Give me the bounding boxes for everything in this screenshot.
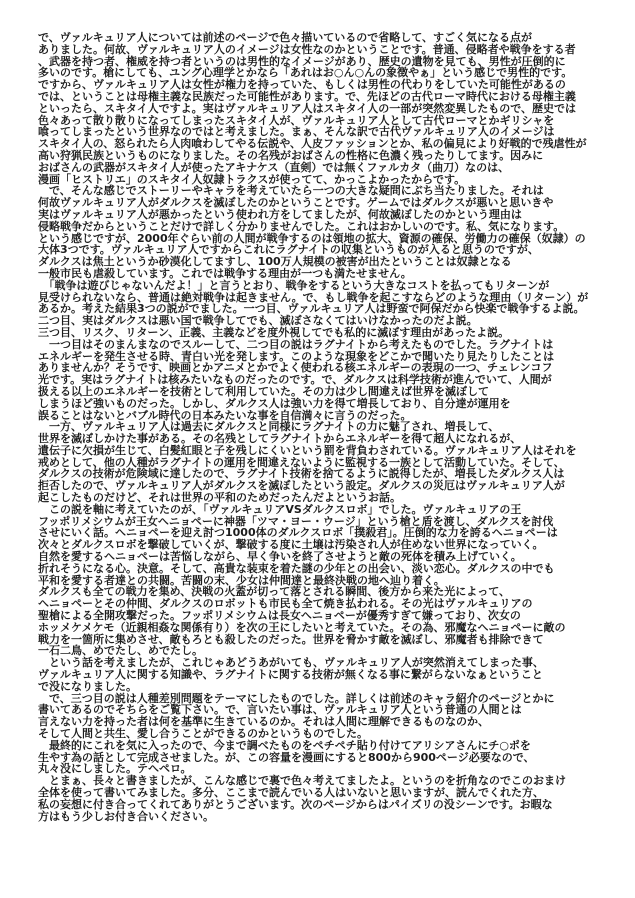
text-line: 書いてあるのでそちらをご覧下さい。で、言いたい事は、ヴァルキュリア人という普通の人間とは <box>38 703 522 717</box>
text-line: で没になりました。 <box>38 679 137 693</box>
text-line: 扱える以上のエネルギーを技術として利用していた。その力は少し間違えば世界を滅ぼして <box>38 384 489 398</box>
text-line: ありました。何故、ヴァルキュリア人のイメージは女性なのかということです。普通、侵略者や戦争をする者 <box>38 42 576 56</box>
text-line: ありませんか？そうです、映画とかアニメとかでよく使われる核エネルギーの表現の一つ、チェレンコフ <box>38 361 553 375</box>
text-line: 漫画「ヒストリエ」のスキタイ人奴隷トラクスが使ってて、かっこよかったからです。 <box>38 172 466 186</box>
text-line: 高い狩猟民族というものになりました。その名残がおばさんの性格に色濃く残ったりしてます。因みに <box>38 148 544 162</box>
text-line: 一つ目はそのまんまなのでスルーして、二つ目の説はラグナイトから考えたものでした。ラグナイトは <box>38 337 554 351</box>
text-line: フッポリメシウムが王女ヘニョペーに神器「ツマ・ヨー・ウージ」という槍と盾を渡し、ダルクスを討伐 <box>38 514 554 528</box>
text-line: 喰ってしまったという世界なのではと考えました。まぁ、そんな訳で古代ヴァルキュリア人のイメージは <box>38 125 555 139</box>
text-line: 平和を愛する者達との共闘。苦闘の末、少女は仲間達と最終決戦の地へ辿り着く。 <box>38 573 445 587</box>
text-line: 大体3つです。ヴァルキュリア人ですからこれにラグナイトの収集というものが入ると思うのですが、 <box>38 243 539 257</box>
text-line: 私の妄想に付き合ってくれてありがとうございます。次のページからはパイズリの没シーンです。お暇な <box>38 797 553 811</box>
text-line: この説を軸に考えていたのが、「ヴァルキュリアVSダルクスロボ」でした。ヴァルキュリアの王 <box>38 502 522 516</box>
text-line: そして人間と共生、愛し合うことができるのかというものでした。 <box>38 727 368 741</box>
text-line: 侵略戦争だからということだけで詳しく分かりませんでした。これはおかしいのです。私、気になります。 <box>38 219 565 233</box>
text-line: 一方、ヴァルキュリア人は過去にダルクスと同様にラグナイトの力に魅了され、増長して、 <box>38 420 500 434</box>
afterword-text-block <box>38 32 623 822</box>
text-line: ですから、ヴァルキュリア人は女性が権力を持っていた、もしくは男性の代わりをしていた可能性があるの <box>38 78 566 92</box>
text-line: 色々あって散り散りになってしまったスキタイ人が、ヴァルキュリア人として古代ローマとかギリシャを <box>38 113 555 127</box>
text-line: 三つ目、リスク、リターン、正義、主義などを度外視してでも私的に滅ぼす理由があったよ説。 <box>38 325 510 339</box>
text-line: 見受けられないなら、普通は絶対戦争は起きません。で、もし戦争を起こすならどのような理由（リターン）が <box>38 290 589 304</box>
text-line: させにいく話。ヘニョペーを迎え討つ1000体のダルクスロボ「撲殺君」。圧倒的な力を誇るヘニョペーは <box>38 526 558 540</box>
text-line: ダルクスも全ての戦力を集め、決戦の火蓋が切って落とされる瞬間、後方から来た光によって、 <box>38 585 511 599</box>
text-line: という話を考えましたが、これじゃあどうあがいても、ヴァルキュリア人が突然消えてしまった事、 <box>38 656 544 670</box>
text-line: 「戦争は遊びじゃないんだよ！」と言うとおり、戦争をするという大きなコストを払ってもリターンが <box>38 278 550 292</box>
text-line: 一般市民も虐殺しています。これでは戦争する理由が一つも満たせません。 <box>38 266 412 280</box>
text-line: 世界を滅ぼしかけた事がある。その名残としてラグナイトからエネルギーを得て超人になれるが、 <box>38 432 522 446</box>
text-line: 折れそうになる心。決意。そして、高貴な装束を着た謎の少年との出会い、淡い恋心。ダルクスの中でも <box>38 561 555 575</box>
text-line: で、ヴァルキュリア人については前述のページで色々描いているので省略して、すごく気になる点が <box>38 31 533 44</box>
text-line: 、武器を持つ者、権威を持つ者というのは男性的なイメージがあり、歴史の遺物を見ても、男性が圧倒的に <box>38 54 566 68</box>
text-line: という感じですが、2000年ぐらい前の人間が戦争するのは領地の拡大、資源の確保、労働力の確保（奴隷）の <box>38 231 586 245</box>
text-line: とまぁ、長々と書きましたが、こんな感じで裏で色々考えてましたよ。というのを折角なのでこのおまけ <box>38 774 566 788</box>
text-line: ホッメケメケモ（近親相姦な関係有り）を次の王にしたいと考えていた。その為、邪魔なヘニョペーに敵の <box>38 620 566 634</box>
text-line: で、そんな感じでストーリーやキャラを考えていたら一つの大きな疑問にぶち当たりました。それは <box>38 184 544 198</box>
text-line: 次々とダルクスロボを撃破していくが、撃破する度に土壌は汚染され人が住めない世界になっていく。 <box>38 538 544 552</box>
text-line: 言えない力を持った者は何を基準に生きているのか。それは人間に理解できるものなのか、 <box>38 715 489 729</box>
text-line: 遺伝子に欠損が生じて、白髪紅眼と子を残しにくいという罰を背負わされている。ヴァルキュリア人はそれを <box>38 443 577 457</box>
text-line: 光です。実はラグナイトは核みたいなものだったのです。で、ダルクスは科学技術が進んでいて、人間が <box>38 373 552 387</box>
text-line: では、ということは母権主義な民族だった可能性があります。で、先ほどの古代ローマ時代における母権主義 <box>38 89 576 103</box>
text-line: あるか。考えた結果3つの説がでました。一つ目、ヴァルキュリア人は野蛮で阿保だから快楽で戦争するよ説。 <box>38 302 585 316</box>
text-line: 二つ目、実はダルクスは悪い国で戦争してでも、滅ぼさなくてはいけなかったのだよ説。 <box>38 314 478 328</box>
text-line: 戒めとして、他の人種がラグナイトの運用を間違えないように監視する一族として活動していた。そして、 <box>38 455 565 469</box>
text-line: おばさんの武器がスキタイ人が使ったアキナケス（直剣）では無くファルカタ（曲刀）なのは、 <box>38 160 510 174</box>
text-line: ヴァルキュリア人に関する知識や、ラグナイトに関する技術が無くなる事に繋がらないなぁということ <box>38 668 543 682</box>
text-line: 誤ることはないとバブル時代の日本みたいな事を自信満々に言うのだった。 <box>38 408 412 422</box>
text-line: 何故ヴァルキュリア人がダルクスを滅ぼしたのかということです。ゲームではダルクスが悪いと思いきや <box>38 196 554 210</box>
text-line: 最終的にこれを気に入ったので、今まで調べたものをペチペチ貼り付けてアリシアさんにチ○ポを <box>38 738 531 752</box>
text-line: ダルクスの技術が危険域に達したので、ラグナイト技術を捨てるように説得したが、増長したダルクス人は <box>38 467 565 481</box>
text-line: 拒否したので、ヴァルキュリア人がダルクスを滅ぼしたという設定。ダルクスの災厄はヴァルキュリア人が <box>38 479 565 493</box>
text-line: 自然を愛するヘニョペーは苦悩しながら、早く争いを終了させようと敵の死体を積み上げていく。 <box>38 550 522 564</box>
text-line: といったら、スキタイ人ですよ。実はヴァルキュリア人はスキタイ人の一部が突然変異したもので、歴史では <box>38 101 577 115</box>
text-line: スキタイ人の、怒られたら人肉喰わしてやる伝説や、人皮ファッションとか、私の偏見により好戦的で残虐性が <box>38 137 587 151</box>
text-line: 戦力を一箇所に集めさせ、敵もろとも殺したのだった。世界を脅かす敵を滅ぼし、邪魔者も排除できて <box>38 632 544 646</box>
text-line: 全体を使って書いてみました。多分、ここまで読んでいる人はいないと思いますが、読んでくれた方、 <box>38 786 544 799</box>
text-line: 起こしたものだけど、それは世界の平和のためだったんだよというお話。 <box>38 491 401 505</box>
text-line: 実はヴァルキュリア人が悪かったという使われ方をしてましたが、何故滅ぼしたのかという理由は <box>38 207 522 221</box>
text-line: エネルギーを発生させる時、青白い光を発します。このような現象をどこかで聞いたり見たりしたことは <box>38 349 555 363</box>
text-line: ダルクスは焦土というか砂漠化してますし、100万人規模の被害が出たということは奴隷となる <box>38 255 512 269</box>
text-line: 多いのです。槍にしても、ユング心理学とかなら「あれはお○ん○んの象徴やぁ」という感じで男性的です。 <box>38 66 573 80</box>
text-line: しまうほど強いものだった。しかし、ダルクス人は強い力を得て増長しており、自分達が運用を <box>38 396 511 410</box>
text-line: で、三つ目の説は人種差別問題をテーマにしたものでした。詳しくは前述のキャラ紹介のページとかに <box>38 691 555 705</box>
text-line: 方はもう少しお付き合いください。 <box>38 809 214 823</box>
text-line: 聖槍による全開攻撃だった。フッポリメシウムは長女ヘニョペーが優秀すぎて嫌っており、次女の <box>38 609 521 623</box>
text-line: 生やす為の話として完成させました。が、この容量を漫画にすると800から900ページ必要なので、 <box>38 750 535 764</box>
text-line: 一石二鳥、めでたし、めでたし。 <box>38 644 203 658</box>
text-line: ヘニョペーとその仲間、ダルクスのロボットも市民も全て焼き払われる。その光はヴァルキュリアの <box>38 597 533 611</box>
text-line: 丸々没にしました。テヘペロ。 <box>38 762 192 776</box>
